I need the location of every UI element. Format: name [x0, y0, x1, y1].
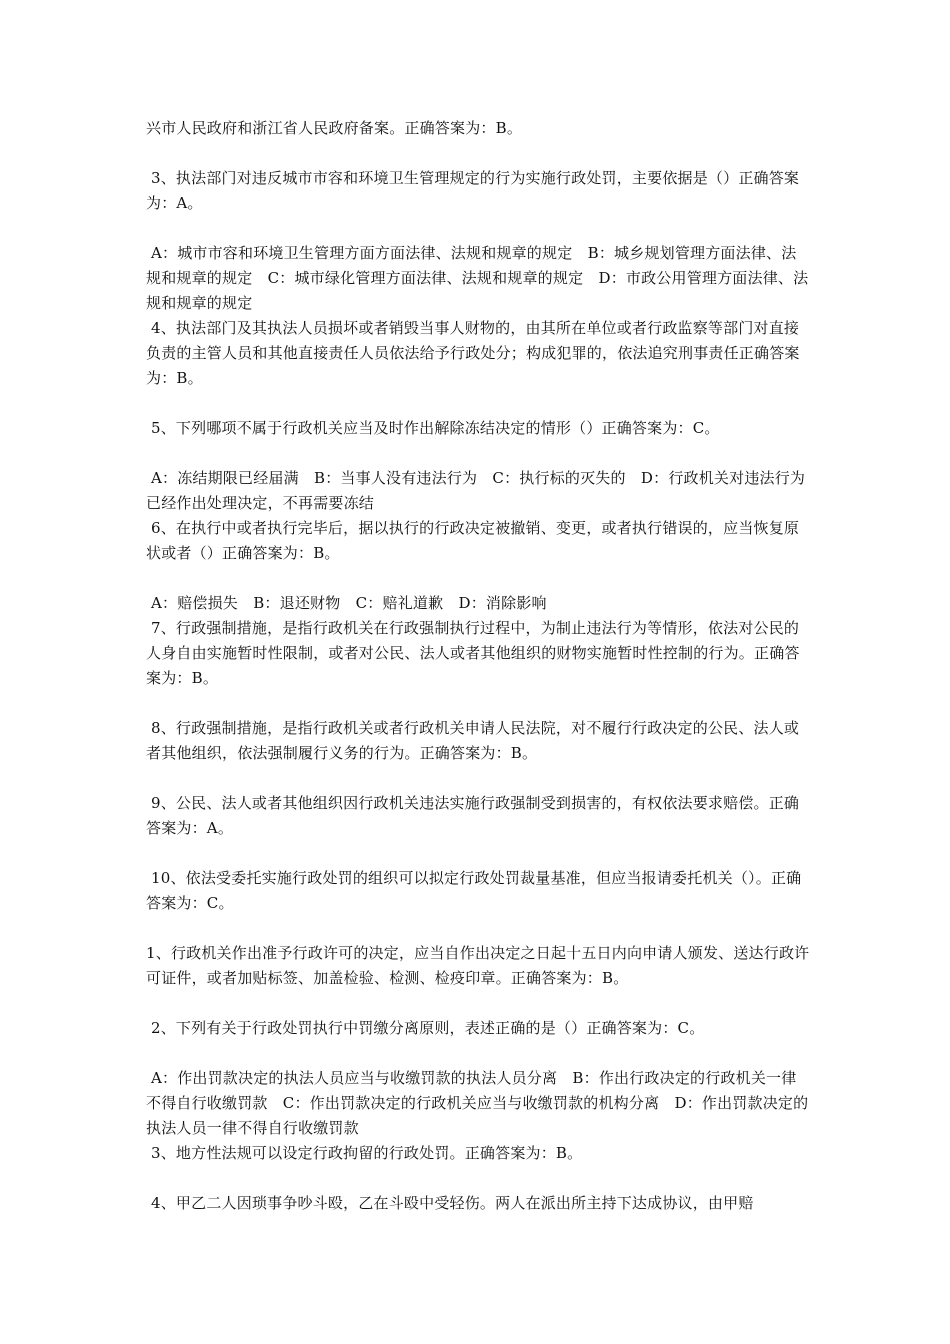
blank-line: [146, 216, 810, 241]
text-paragraph: A：作出罚款决定的执法人员应当与收缴罚款的执法人员分离 B：作出行政决定的行政机关一律不得自行收缴罚款 C：作出罚款决定的行政机关应当与收缴罚款的机构分离 D：作出罚款决定的执法人员一律不得自行收缴罚款: [146, 1069, 809, 1137]
text-paragraph: 2、下列有关于行政处罚执行中罚缴分离原则，表述正确的是（）正确答案为：C。: [146, 1019, 705, 1037]
text-paragraph: 3、地方性法规可以设定行政拘留的行政处罚。正确答案为：B。: [146, 1144, 583, 1162]
blank-line: [146, 766, 810, 791]
text-paragraph: A：赔偿损失 B：退还财物 C：赔礼道歉 D：消除影响: [146, 594, 547, 612]
text-paragraph: 6、在执行中或者执行完毕后，据以执行的行政决定被撤销、变更，或者执行错误的，应当恢复原状或者（）正确答案为：B。: [146, 519, 800, 562]
blank-line: [146, 141, 810, 166]
blank-line: [146, 916, 810, 941]
text-paragraph: 4、甲乙二人因琐事争吵斗殴，乙在斗殴中受轻伤。两人在派出所主持下达成协议，由甲赔: [146, 1194, 754, 1212]
blank-line: [146, 691, 810, 716]
text-paragraph: 3、执法部门对违反城市市容和环境卫生管理规定的行为实施行政处罚，主要依据是（）正确答案为：A。: [146, 169, 800, 212]
text-paragraph: 9、公民、法人或者其他组织因行政机关违法实施行政强制受到损害的，有权依法要求赔偿。正确答案为：A。: [146, 794, 800, 837]
blank-line: [146, 566, 810, 591]
text-paragraph: 8、行政强制措施，是指行政机关或者行政机关申请人民法院，对不履行行政决定的公民、法人或者其他组织，依法强制履行义务的行为。正确答案为：B。: [146, 719, 800, 762]
text-paragraph: 7、行政强制措施，是指行政机关在行政强制执行过程中，为制止违法行为等情形，依法对公民的人身自由实施暂时性限制，或者对公民、法人或者其他组织的财物实施暂时性控制的行为。正确答案为：B。: [146, 619, 800, 687]
text-paragraph: 1、行政机关作出准予行政许可的决定，应当自作出决定之日起十五日内向申请人颁发、送达行政许可证件，或者加贴标签、加盖检验、检测、检疫印章。正确答案为：B。: [146, 944, 810, 987]
text-paragraph: 5、下列哪项不属于行政机关应当及时作出解除冻结决定的情形（）正确答案为：C。: [146, 419, 720, 437]
text-paragraph: 兴市人民政府和浙江省人民政府备案。正确答案为：B。: [146, 119, 523, 137]
text-paragraph: A：城市市容和环境卫生管理方面方面法律、法规和规章的规定 B：城乡规划管理方面法律、法规和规章的规定 C：城市绿化管理方面法律、法规和规章的规定 D：市政公用管理方面法律、法规和规章的规定: [146, 244, 809, 312]
blank-line: [146, 391, 810, 416]
blank-line: [146, 1041, 810, 1066]
blank-line: [146, 441, 810, 466]
text-paragraph: 10、依法受委托实施行政处罚的组织可以拟定行政处罚裁量基准，但应当报请委托机关（）。正确答案为：C。: [146, 869, 802, 912]
document-body: [146, 116, 810, 1216]
text-paragraph: A：冻结期限已经届满 B：当事人没有违法行为 C：执行标的灭失的 D：行政机关对违法行为已经作出处理决定，不再需要冻结: [146, 469, 806, 512]
text-paragraph: 4、执法部门及其执法人员损坏或者销毁当事人财物的，由其所在单位或者行政监察等部门对直接负责的主管人员和其他直接责任人员依法给予行政处分；构成犯罪的，依法追究刑事责任正确答案为：B。: [146, 319, 800, 387]
blank-line: [146, 841, 810, 866]
blank-line: [146, 1166, 810, 1191]
blank-line: [146, 991, 810, 1016]
